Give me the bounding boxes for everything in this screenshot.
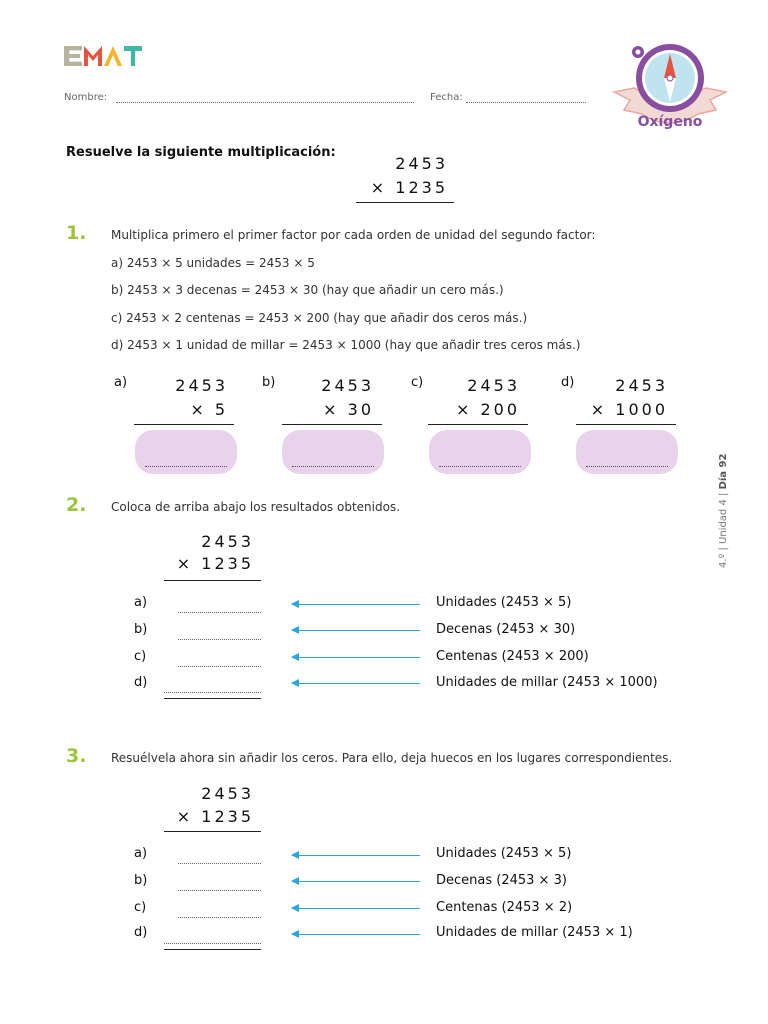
- section2-text: Coloca de arriba abajo los resultados obtenidos.: [111, 500, 401, 514]
- s3-row-d-arrow: [292, 934, 420, 935]
- box-b-bottom: × 30: [323, 400, 374, 419]
- section3-number: 3.: [66, 745, 87, 767]
- section3-factor2: × 1235: [176, 807, 254, 826]
- logo-letter-m: [84, 46, 102, 66]
- box-c-answer[interactable]: [429, 430, 531, 474]
- fecha-label: Fecha:: [430, 92, 463, 103]
- box-c-top: 2453: [467, 376, 520, 395]
- nombre-field[interactable]: [116, 102, 414, 103]
- s2-row-b-label: b): [134, 622, 148, 637]
- fecha-field[interactable]: [466, 102, 586, 103]
- s2-row-a-arrow: [292, 604, 420, 605]
- side-day: Día 92: [718, 453, 729, 490]
- s3-row-d-result: Unidades de millar (2453 × 1): [436, 925, 633, 940]
- s3-row-a-label: a): [134, 846, 148, 861]
- box-d-label: d): [561, 375, 575, 390]
- box-a-top: 2453: [175, 376, 228, 395]
- intro-underline: [356, 202, 454, 203]
- emat-logo: [64, 46, 142, 66]
- box-b-underline: [282, 424, 382, 425]
- s3-row-b-label: b): [134, 873, 148, 888]
- box-b-top: 2453: [321, 376, 374, 395]
- section3-factor1: 2453: [201, 784, 254, 803]
- section3-underline: [164, 831, 261, 832]
- s2-total-line: [164, 698, 261, 699]
- section2-factor1: 2453: [201, 532, 254, 551]
- s2-row-c-label: c): [134, 649, 147, 664]
- box-b-label: b): [262, 375, 276, 390]
- compass-icon: [606, 40, 732, 140]
- section1-item-c: c) 2453 × 2 centenas = 2453 × 200 (hay que añadir dos ceros más.): [111, 311, 528, 325]
- side-sep-2: |: [718, 489, 729, 496]
- s2-row-a-field[interactable]: [178, 612, 261, 613]
- side-grade: 4.º: [718, 553, 729, 568]
- box-d-answer[interactable]: [576, 430, 678, 474]
- logo-letter-e: [64, 46, 82, 66]
- s2-row-c-result: Centenas (2453 × 200): [436, 649, 589, 664]
- s2-row-a-result: Unidades (2453 × 5): [436, 595, 572, 610]
- s2-row-d-label: d): [134, 675, 148, 690]
- s2-row-c-field[interactable]: [178, 666, 261, 667]
- s2-row-d-result: Unidades de millar (2453 × 1000): [436, 675, 658, 690]
- section2-factor2: × 1235: [176, 554, 254, 573]
- box-d-bottom: × 1000: [590, 400, 668, 419]
- box-d-underline: [576, 424, 676, 425]
- side-sep-1: |: [718, 543, 729, 551]
- logo-letter-t: [124, 46, 142, 66]
- box-a-underline: [134, 424, 234, 425]
- s3-row-c-field[interactable]: [178, 917, 261, 918]
- box-c-bottom: × 200: [455, 400, 520, 419]
- s2-row-b-result: Decenas (2453 × 30): [436, 622, 576, 637]
- badge-text: Oxígeno: [637, 114, 703, 130]
- logo-letter-a: [104, 46, 122, 66]
- s3-row-d-field[interactable]: [164, 943, 261, 944]
- section1-text: Multiplica primero el primer factor por cada orden de unidad del segundo factor:: [111, 228, 596, 242]
- s2-row-c-arrow: [292, 657, 420, 658]
- box-a-bottom: × 5: [190, 400, 228, 419]
- box-d-top: 2453: [615, 376, 668, 395]
- s3-row-c-label: c): [134, 900, 147, 915]
- box-c-underline: [428, 424, 528, 425]
- s3-row-d-label: d): [134, 925, 148, 940]
- intro-factor1: 2453: [395, 154, 448, 173]
- section1-number: 1.: [66, 222, 87, 244]
- intro-factor2: × 1235: [370, 178, 448, 197]
- section3-text: Resuélvela ahora sin añadir los ceros. Para ello, deja huecos en los lugares correspondientes.: [111, 751, 673, 765]
- s2-row-d-field[interactable]: [164, 692, 261, 693]
- box-c-label: c): [411, 375, 424, 390]
- s3-row-a-arrow: [292, 855, 420, 856]
- s2-row-b-field[interactable]: [178, 639, 261, 640]
- s3-row-c-arrow: [292, 908, 420, 909]
- s3-row-b-field[interactable]: [178, 890, 261, 891]
- side-unit: Unidad 4: [718, 499, 729, 544]
- s2-row-d-arrow: [292, 683, 420, 684]
- s2-row-b-arrow: [292, 630, 420, 631]
- section2-number: 2.: [66, 494, 87, 516]
- section1-item-d: d) 2453 × 1 unidad de millar = 2453 × 1000 (hay que añadir tres ceros más.): [111, 338, 581, 352]
- nombre-label: Nombre:: [64, 92, 108, 103]
- s3-total-line: [164, 949, 261, 950]
- box-b-answer[interactable]: [282, 430, 384, 474]
- intro-instruction: Resuelve la siguiente multiplicación:: [66, 145, 336, 160]
- section2-underline: [164, 580, 261, 581]
- box-a-label: a): [114, 375, 128, 390]
- section1-item-a: a) 2453 × 5 unidades = 2453 × 5: [111, 256, 315, 270]
- s3-row-b-result: Decenas (2453 × 3): [436, 873, 567, 888]
- s3-row-b-arrow: [292, 881, 420, 882]
- s2-row-a-label: a): [134, 595, 148, 610]
- s3-row-c-result: Centenas (2453 × 2): [436, 900, 573, 915]
- oxigeno-badge: [606, 40, 732, 140]
- side-label: [718, 448, 738, 568]
- section1-item-b: b) 2453 × 3 decenas = 2453 × 30 (hay que añadir un cero más.): [111, 283, 504, 297]
- s3-row-a-result: Unidades (2453 × 5): [436, 846, 572, 861]
- box-a-answer[interactable]: [135, 430, 237, 474]
- s3-row-a-field[interactable]: [178, 863, 261, 864]
